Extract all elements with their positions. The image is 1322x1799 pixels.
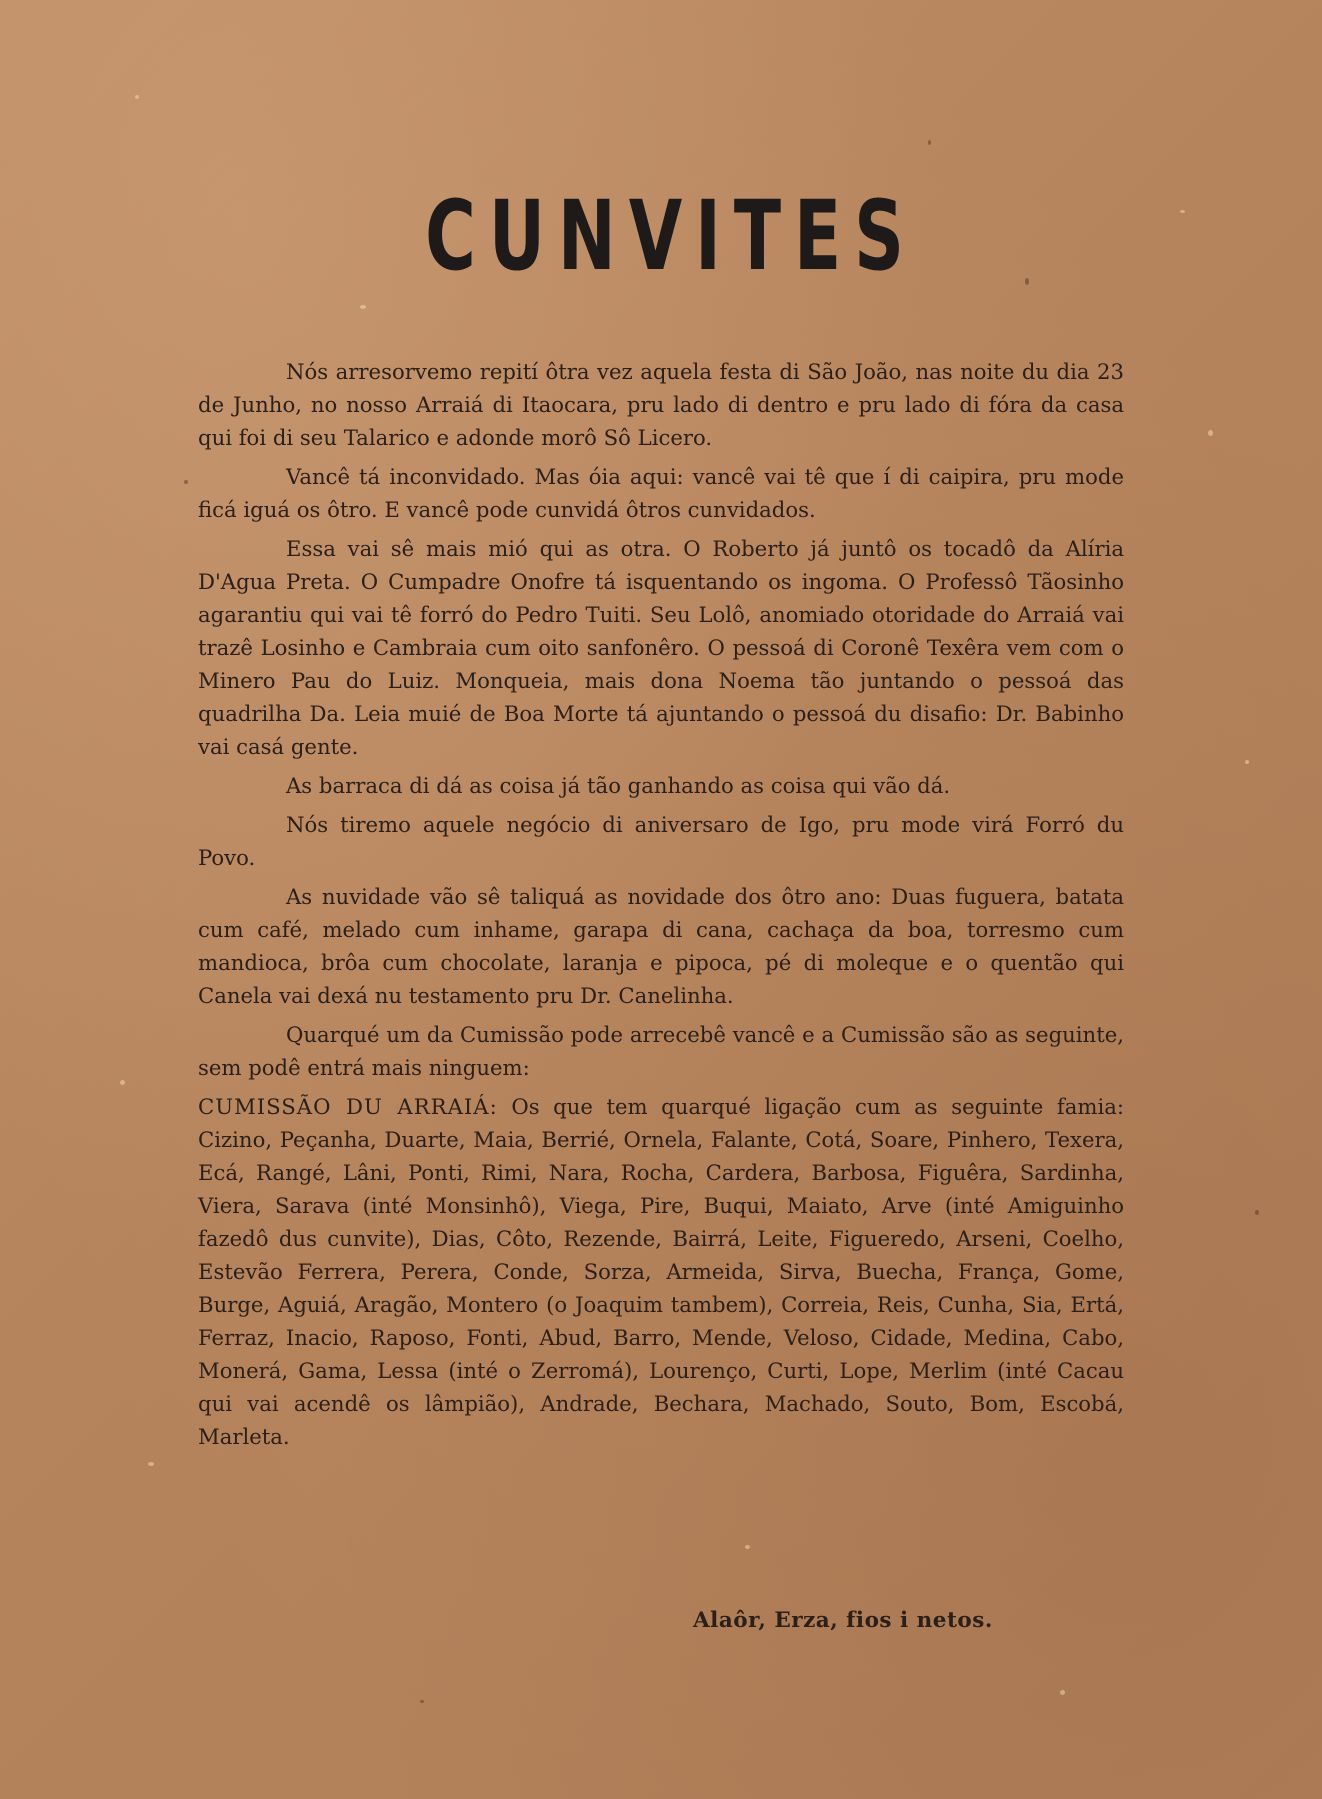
paragraph-stalls: As barraca di dá as coisa já tão ganhando as coisa qui vão dá. bbox=[286, 773, 951, 798]
paper-speck bbox=[1060, 1690, 1065, 1695]
paper-speck bbox=[420, 1700, 424, 1703]
commission-families: Os que tem quarqué ligação cum as seguinte famia: Cizino, Peçanha, Duarte, Maia, Berrié, Ornela, Falante, Cotá, Soare, Pinhero, Texera, Ecá, Rangé, Lâni, Ponti, Rimi, Nara, Rocha, Cardera, Barbosa, Figuêra, Sardinha, Viera, Sarava (inté Monsinhô), Viega, Pire, Buqui, Maiato, Arve (inté Amiguinho fazedô dus cunvite), Dias, Côto, Rezende, Bairrá, Leite, Figueredo, Arseni, Coelho, Estevão Ferrera, Perera, Conde, Sorza, Armeida, Sirva, Buecha, França, Gome, Burge, Aguiá, Aragão, Montero (o Joaquim tambem), Correia, Reis, Cunha, Sia, Ertá, Ferraz, Inacio, Raposo, Fonti, Abud, Barro, Mende, Veloso, Cidade, Medina, Cabo, Monerá, Gama, Lessa (inté o Zerromá), Lourenço, Curti, Lope, Merlim (inté Cacau qui vai acendê os lâmpião), Andrade, Bechara, Machado, Souto, Bom, Escobá, Marleta. bbox=[198, 1094, 1124, 1449]
paper-speck bbox=[1208, 430, 1213, 436]
paragraph-invitation: Vancê tá inconvidado. Mas óia aqui: vancê vai tê que í di caipira, pru mode ficá iguá os ôtro. E vancê pode cunvidá ôtros cunvidados. bbox=[198, 464, 1124, 522]
signature: Alaôr, Erza, fios i netos. bbox=[693, 1608, 993, 1633]
paper-speck bbox=[745, 1545, 750, 1549]
paragraph-commission bbox=[198, 1090, 1124, 1453]
paragraph-intro: Nós arresorvemo repití ôtra vez aquela festa di São João, nas noite du dia 23 de Junho, no nosso Arraiá di Itaocara, pru lado di dentro e pru lado di fóra da casa qui foi di seu Talarico e adonde morô Sô Licero. bbox=[198, 359, 1124, 450]
paragraph-forro: Nós tiremo aquele negócio di aniversaro de Igo, pru mode virá Forró du Povo. bbox=[198, 812, 1124, 870]
paragraph-musicians: Essa vai sê mais mió qui as otra. O Roberto já juntô os tocadô da Alíria D'Agua Preta. O Cumpadre Onofre tá isquentando os ingoma. O Professô Tãosinho agarantiu qui vai tê forró do Pedro Tuiti. Seu Lolô, anomiado otoridade do Arraiá vai trazê Losinho e Cambraia cum oito sanfonêro. O pessoá di Coronê Texêra vem com o Minero Pau do Luiz. Monqueia, mais dona Noema tão juntando o pessoá das quadrilha Da. Leia muié de Boa Morte tá ajuntando o pessoá du disafio: Dr. Babinho vai casá gente. bbox=[198, 536, 1124, 759]
paper-speck bbox=[148, 1462, 154, 1466]
paper-speck bbox=[120, 1080, 125, 1085]
paragraph-food: As nuvidade vão sê taliquá as novidade dos ôtro ano: Duas fuguera, batata cum café, melado cum inhame, garapa di cana, cachaça da boa, torresmo cum mandioca, brôa cum chocolate, laranja e pipoca, pé di moleque e o quentão qui Canela vai dexá nu testamento pru Dr. Canelinha. bbox=[198, 884, 1124, 1008]
paper-speck bbox=[184, 480, 188, 484]
paper-speck bbox=[1255, 1210, 1259, 1215]
paragraph-commission-intro: Quarqué um da Cumissão pode arrecebê vancê e a Cumissão são as seguinte, sem podê entrá mais ninguem: bbox=[198, 1022, 1124, 1080]
paper-speck bbox=[360, 305, 366, 309]
commission-heading: CUMISSÃO DU ARRAIÁ: bbox=[198, 1094, 498, 1119]
invitation-body bbox=[198, 355, 1124, 1459]
paper-speck bbox=[1245, 760, 1249, 764]
paper-speck bbox=[135, 95, 139, 99]
paper-speck bbox=[1180, 210, 1185, 213]
paper-speck bbox=[928, 140, 931, 145]
document-title: CUNVITES bbox=[425, 180, 917, 292]
